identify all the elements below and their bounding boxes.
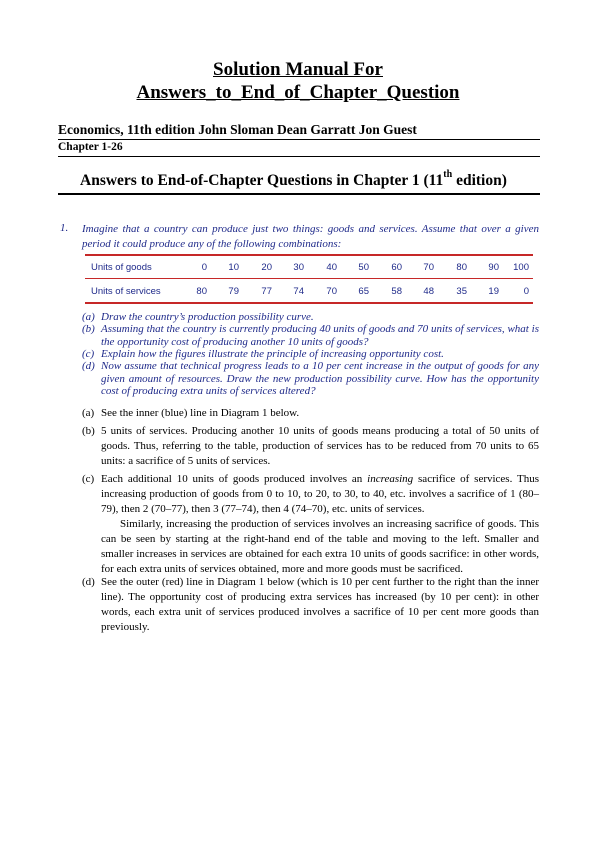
answer-letter: (c) — [82, 473, 95, 485]
table-row-services — [85, 284, 533, 304]
table-cell: 35 — [456, 286, 467, 297]
answer-c-paragraph-2: Similarly, increasing the production of services involves an increasing sacrifice of goods. This can be seen by starting at the right-hand end of the table and moving to the left. Smaller and smaller increases in services are obtained for each extra 10 units of goods sacrifice: in other words, for each extra units of services obtained, more and more goods must be sacrificed. — [101, 518, 539, 575]
part-text: Assuming that the country is currently producing 40 units of goods and 70 units of services, what is the opportunity cost of producing another 10 units of goods? — [101, 323, 539, 348]
section-title — [80, 169, 507, 190]
answer-text: See the inner (blue) line in Diagram 1 below. — [101, 407, 300, 419]
table-cell: 74 — [293, 286, 304, 297]
table-cell: 60 — [391, 262, 402, 273]
table-cell: 20 — [261, 262, 272, 273]
answer-letter: (b) — [82, 425, 95, 437]
answer-c-text-start: Each additional 10 units of goods produced involves an — [101, 473, 368, 485]
header-rule-bottom — [58, 156, 540, 157]
answer-letter: (d) — [82, 576, 95, 588]
table-cell: 70 — [423, 262, 434, 273]
answer-text: 5 units of services. Producing another 10 units of goods means producing a total of 50 units of goods. Thus, referring to the table, production of services has to be reduced from 70 units to 65 units: a sacrifice of 5 units of services. — [101, 425, 539, 467]
part-text: Draw the country’s production possibility curve. — [101, 311, 314, 323]
table-cell: 100 — [513, 262, 529, 273]
table-row-goods — [85, 260, 533, 280]
table-cell: 10 — [228, 262, 239, 273]
table-cell: 48 — [423, 286, 434, 297]
answer-text: See the outer (red) line in Diagram 1 below (which is 10 per cent further to the right than the inner line). The opportunity cost of producing extra services has increased (by 10 per cent): in other words, each extra unit of services produced involves a sacrifice of 10 per cent more goods than previously. — [101, 576, 539, 633]
part-letter: (c) — [82, 348, 95, 360]
part-letter: (a) — [82, 311, 95, 323]
table-cell: 65 — [358, 286, 369, 297]
section-title-end: edition) — [452, 172, 507, 189]
section-title-superscript: th — [443, 169, 453, 180]
table-cell: 90 — [488, 262, 499, 273]
table-rule-middle — [85, 278, 533, 279]
header-rule-top — [58, 139, 540, 140]
table-cell: 19 — [488, 286, 499, 297]
table-cell: 80 — [456, 262, 467, 273]
book-citation: Economics, 11th edition John Sloman Dean Garratt Jon Guest — [58, 122, 417, 137]
question-intro: Imagine that a country can produce just two things: goods and services. Assume that over a given period it could produce any of the following combinations: — [82, 223, 539, 250]
answer-c-text-end: sacrifice of services. Thus increasing production of goods from 0 to 10, to 20, to 30, to 40, etc. involves a sacrifice of 1 (80–79), then 2 (70–77), then 3 (77–74), then 4 (74–70), etc. units of services. — [101, 473, 539, 515]
table-cell: 80 — [196, 286, 207, 297]
row-label: Units of services — [91, 286, 161, 297]
answer-text — [101, 472, 539, 577]
table-rule-top — [85, 254, 533, 256]
part-letter: (d) — [82, 360, 95, 372]
answer-c-emphasis: increasing — [367, 473, 414, 485]
answer-letter: (a) — [82, 407, 95, 419]
table-cell: 0 — [201, 262, 207, 273]
table-cell: 77 — [261, 286, 272, 297]
chapter-range: Chapter 1-26 — [58, 141, 123, 153]
part-letter: (b) — [82, 323, 95, 335]
part-text: Now assume that technical progress leads to a 10 per cent increase in the output of goods for any given amount of resources. Draw the new production possibility curve. How has the opportunity cost of producing extra units of services altered? — [101, 360, 539, 397]
part-text: Explain how the figures illustrate the principle of increasing opportunity cost. — [101, 348, 444, 360]
table-cell: 50 — [358, 262, 369, 273]
document-title-line-2: Answers_to_End_of_Chapter_Question — [136, 82, 460, 103]
table-cell: 70 — [326, 286, 337, 297]
row-label: Units of goods — [91, 262, 152, 273]
table-cell: 0 — [523, 286, 529, 297]
table-cell: 40 — [326, 262, 337, 273]
question-number: 1. — [60, 222, 69, 234]
table-cell: 79 — [228, 286, 239, 297]
document-title-line-1: Solution Manual For — [213, 59, 383, 80]
section-rule — [58, 193, 540, 195]
table-cell: 58 — [391, 286, 402, 297]
table-rule-bottom — [85, 302, 533, 304]
table-cell: 30 — [293, 262, 304, 273]
section-title-main: Answers to End-of-Chapter Questions in Chapter 1 (11 — [80, 172, 444, 189]
